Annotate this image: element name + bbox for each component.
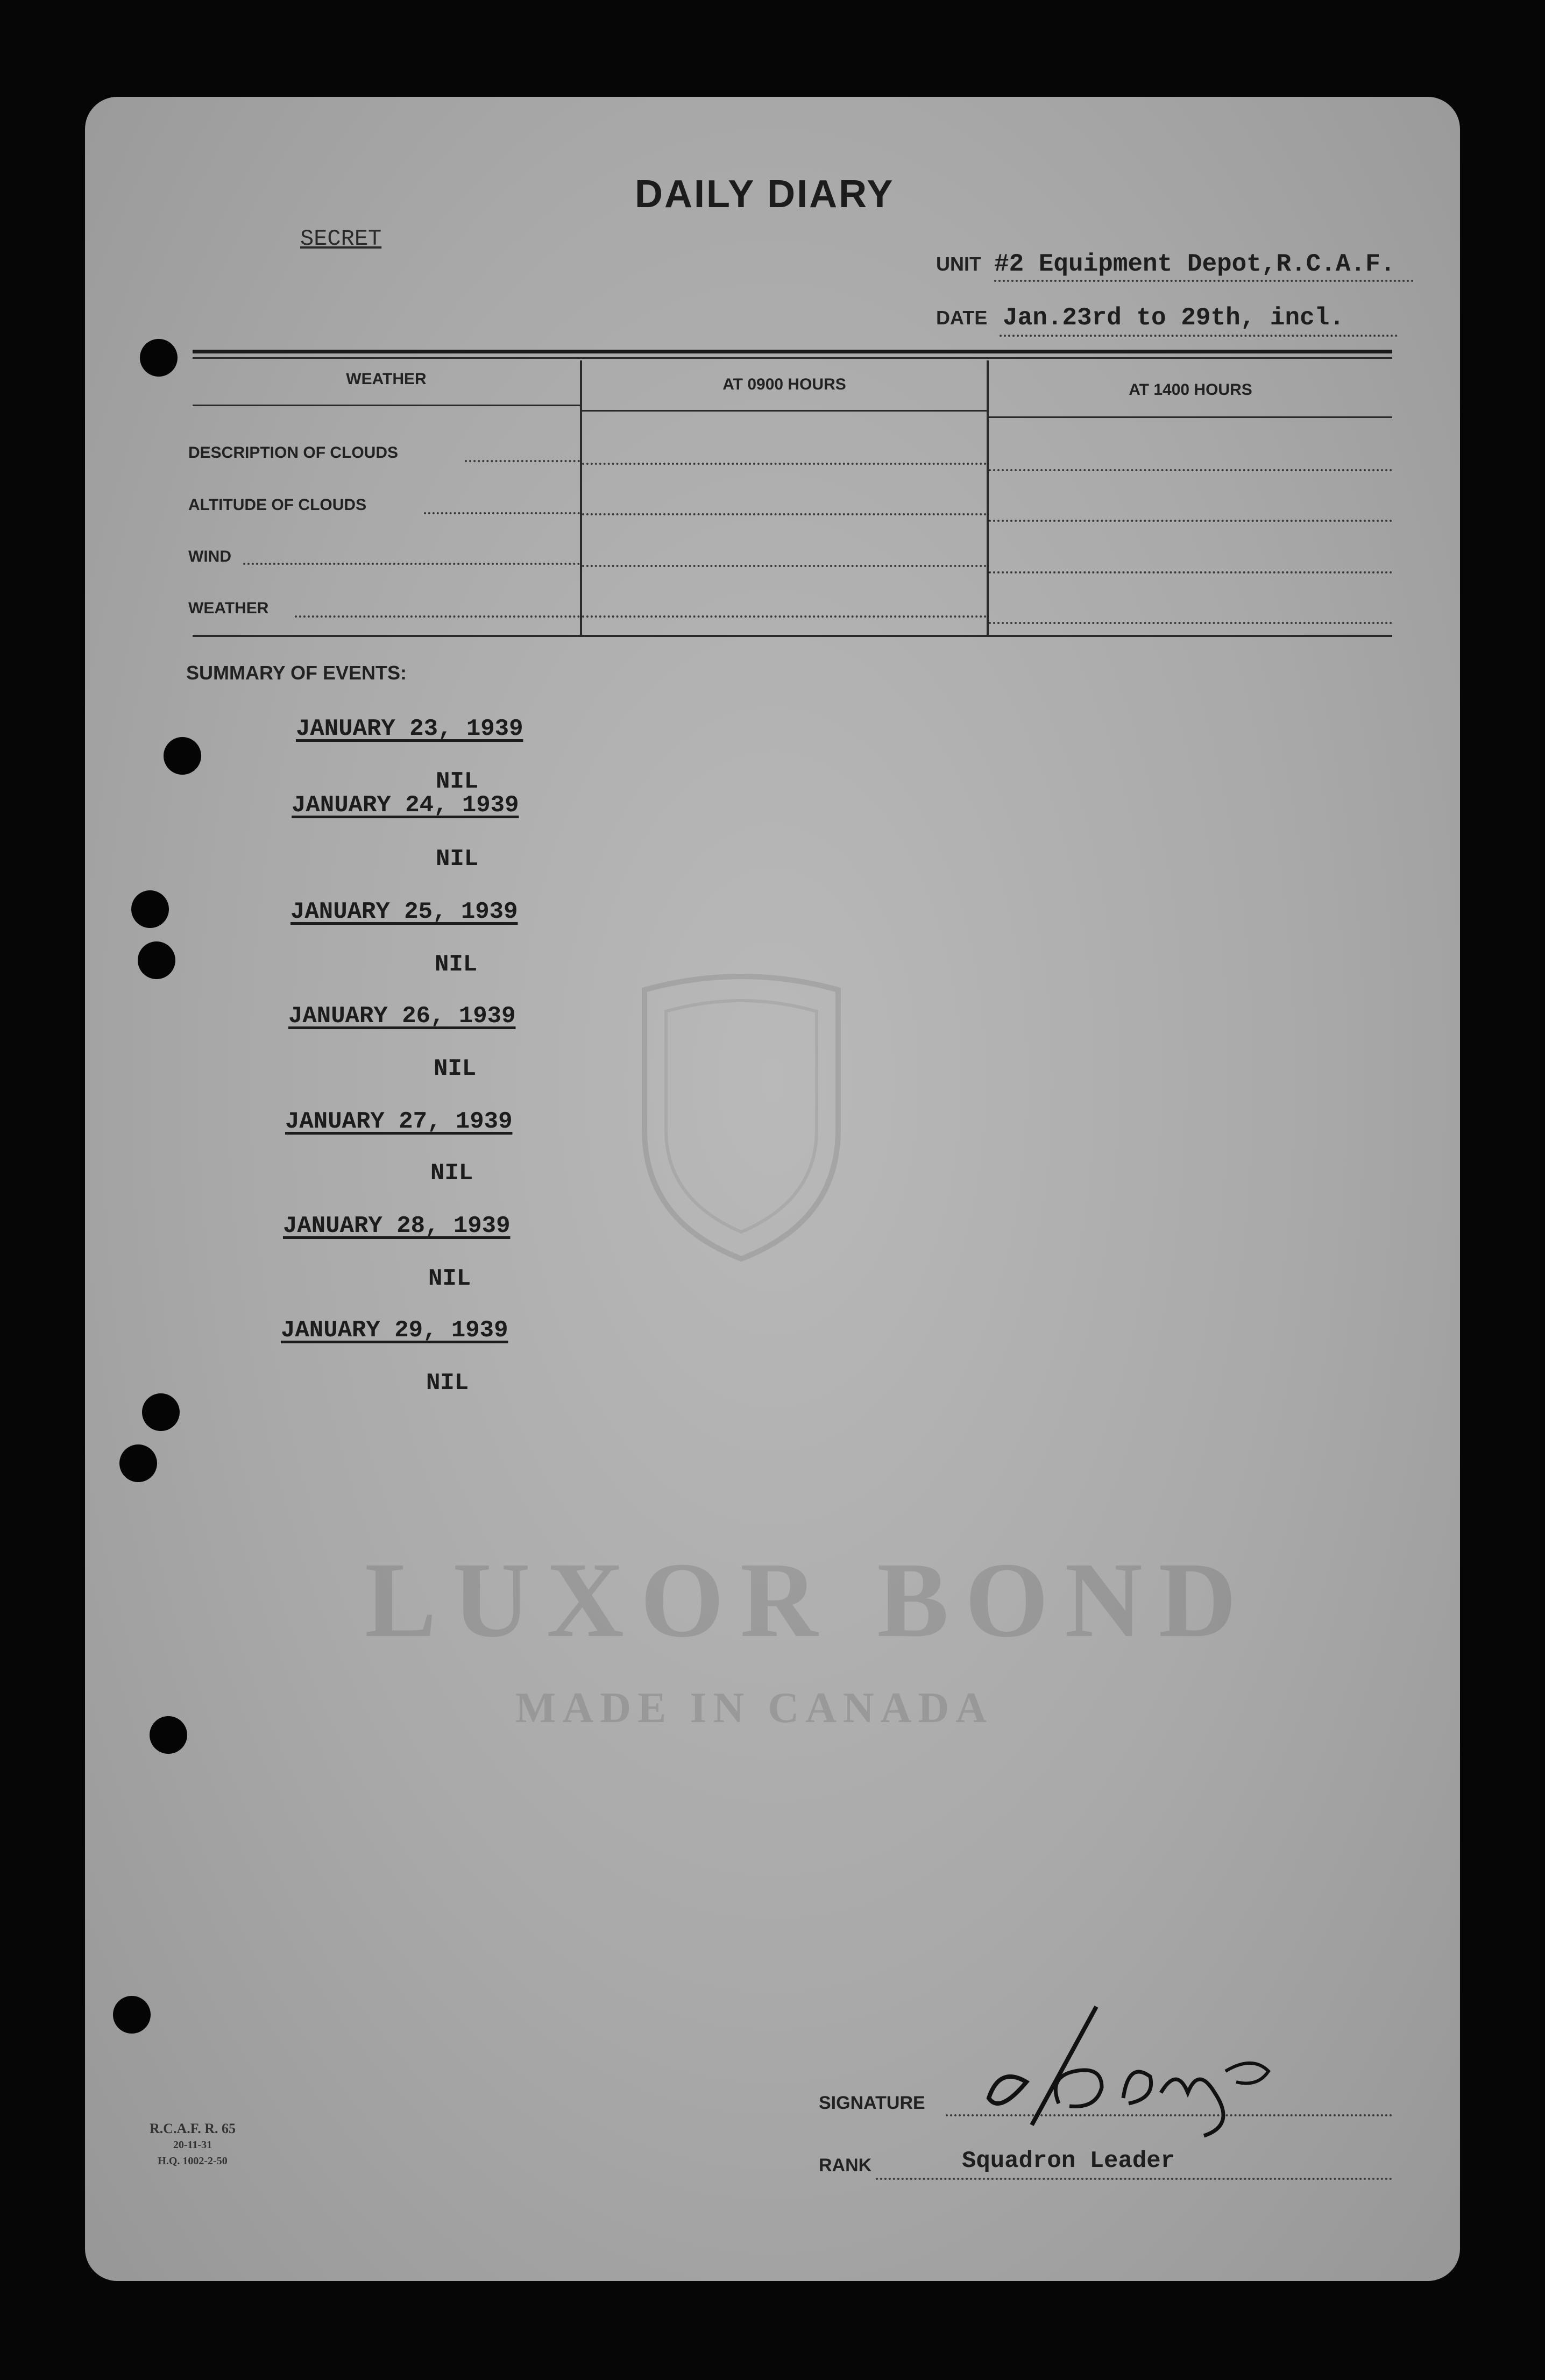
event-date: JANUARY 26, 1939 [288, 1003, 516, 1030]
handwritten-signature [967, 2001, 1301, 2147]
event-text: NIL [428, 1265, 471, 1292]
rank-label: RANK [819, 2155, 872, 2176]
cell-line [582, 463, 987, 465]
event-date: JANUARY 24, 1939 [292, 792, 519, 819]
form-code-line: H.Q. 1002-2-50 [158, 2155, 228, 2167]
cell-line [989, 622, 1392, 624]
signature-label: SIGNATURE [819, 2093, 925, 2113]
cell-line [582, 513, 987, 515]
event-date: JANUARY 27, 1939 [285, 1108, 513, 1135]
cell-line [989, 469, 1392, 471]
date-value: Jan.23rd to 29th, incl. [1003, 304, 1344, 332]
binder-hole [150, 1716, 187, 1754]
row-leader [295, 615, 580, 618]
watermark-brand: LUXOR BOND [365, 1541, 1253, 1660]
binder-hole [142, 1393, 180, 1431]
row-leader [424, 512, 580, 514]
cell-line [582, 615, 987, 618]
event-date: JANUARY 23, 1939 [296, 716, 523, 742]
event-date: JANUARY 29, 1939 [281, 1317, 508, 1344]
date-line [1000, 335, 1398, 337]
watermark-origin: MADE IN CANADA [515, 1684, 993, 1732]
classification-stamp: SECRET [300, 226, 382, 252]
event-text: NIL [426, 1370, 469, 1397]
date-label: DATE [936, 307, 988, 329]
rank-line [876, 2178, 1392, 2180]
col-0900-header: AT 0900 HOURS [722, 376, 846, 393]
binder-hole [113, 1996, 151, 2034]
row-wind: WIND [188, 548, 231, 565]
binder-hole [138, 941, 175, 979]
col-1400-header: AT 1400 HOURS [1129, 381, 1252, 399]
event-text: NIL [435, 951, 478, 978]
event-date: JANUARY 25, 1939 [290, 898, 518, 925]
table-bottom-rule [193, 635, 1392, 637]
table-divider [987, 360, 989, 635]
form-code-line: 20-11-31 [173, 2139, 212, 2151]
unit-label: UNIT [936, 253, 981, 275]
event-text: NIL [436, 846, 479, 873]
watermark-crest-icon [623, 968, 860, 1270]
header-underline [193, 405, 580, 406]
event-date: JANUARY 28, 1939 [283, 1213, 511, 1239]
page-title: DAILY DIARY [635, 173, 895, 216]
form-code [144, 2121, 241, 2169]
event-text: NIL [430, 1160, 473, 1187]
row-description-of-clouds: DESCRIPTION OF CLOUDS [188, 444, 399, 462]
unit-value: #2 Equipment Depot,R.C.A.F. [994, 250, 1395, 278]
form-code-line: R.C.A.F. R. 65 [149, 2121, 236, 2136]
diary-sheet [85, 97, 1460, 2281]
row-leader [243, 563, 580, 565]
row-weather: WEATHER [188, 599, 269, 617]
weather-col-header: WEATHER [346, 370, 427, 388]
unit-line [994, 280, 1414, 282]
rank-value: Squadron Leader [962, 2148, 1175, 2174]
table-top-rule-thin [193, 357, 1392, 359]
header-underline [989, 416, 1392, 418]
summary-label: SUMMARY OF EVENTS: [186, 662, 407, 684]
header-underline [582, 410, 987, 412]
cell-line [989, 520, 1392, 522]
event-text: NIL [436, 768, 479, 795]
table-top-rule [193, 350, 1392, 353]
binder-hole [140, 339, 178, 377]
cell-line [989, 571, 1392, 573]
row-altitude-of-clouds: ALTITUDE OF CLOUDS [188, 496, 367, 514]
binder-hole [119, 1444, 157, 1482]
binder-hole [131, 890, 169, 928]
binder-hole [164, 737, 201, 775]
cell-line [582, 565, 987, 567]
row-leader [465, 460, 580, 462]
event-text: NIL [434, 1056, 477, 1082]
table-divider [580, 360, 582, 635]
